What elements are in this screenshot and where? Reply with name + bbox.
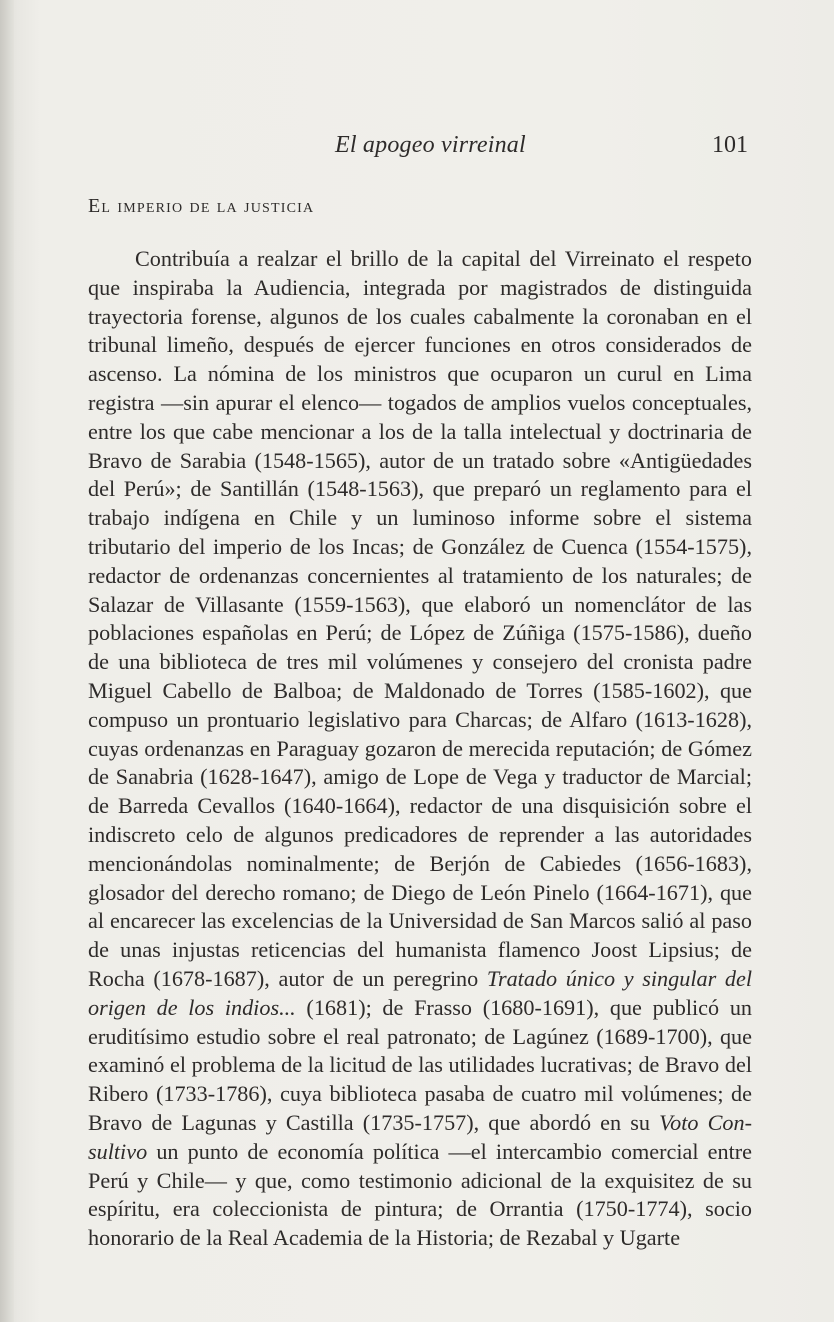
running-head-title: El apogeo virreinal [335,132,526,158]
book-title-tratado: Tratado único y singular del origen de los indios... [88,965,752,1020]
section-title: El imperio de la justicia [88,195,315,217]
paragraph-text-1: Contribuía a realzar el brillo de la capital del Virreinato el respeto que inspiraba la Audiencia, integrada por magistrados de distinguida trayectoria forense, algunos de los cuales cabalmente la coronaban en el tribunal limeño, después de ejercer funciones en otros considerados de ascenso. La nómina de los ministros que ocuparon un curul en Lima registra —sin apurar el elenco— togados de amplios vuelos conceptuales, entre los que cabe mencionar a los de la talla intelectual y doctrinaria de Bravo de Sarabia (1548-1565), autor de un tratado sobre «Antigüedades del Perú»; de Santillán (1548-1563), que preparó un reglamento para el trabajo indígena en Chile y un luminoso informe sobre el sistema tributario del imperio de los Incas; de González de Cuenca (1554-1575), redactor de ordenanzas concernientes al tratamiento de los naturales; de Salazar de Villasante (1559-1563), que elaboró un nomenclátor de las poblaciones españolas en Perú; de López de Zúñiga (1575-1586), dueño de una biblioteca de tres mil volúmenes y consejero del cronista padre Miguel Cabello de Balboa; de Maldonado de Torres (1585-1602), que compuso un prontuario legislativo para Charcas; de Alfaro (1613-1628), cuyas ordenanzas en Paraguay gozaron de merecida reputación; de Gómez de Sanabria (1628-1647), amigo de Lope de Vega y traductor de Marcial; de Barreda Cevallos (1640-1664), redactor de una disquisición sobre el indiscreto celo de algunos predicadores de reprender a las autoridades mencionándolas nominalmente; de Berjón de Cabiedes (1656-1683), glosador del derecho romano; de Diego de León Pinelo (1664-1671), que al encarecer las excelencias de la Universidad de San Marcos salió al paso de unas injustas reticencias del humanista flamenco Joost Lipsius; de Rocha (1678-1687), autor de un peregrino [88,246,752,991]
running-head [88,132,748,166]
body-paragraph [88,245,752,1253]
page-number: 101 [712,132,748,158]
paragraph-text-2: (1681); de Frasso (1680-1691), que publicó un eruditísimo estudio sobre el real patronato; de Lagúnez (1689-1700), que examinó el problema de la licitud de las utilidades lucrativas; de Bravo del Ribero (1733-1786), cuya biblioteca pasaba de cuatro mil volúmenes; de Bravo de Lagunas y Castilla (1735-1757), que abordó en su [88,994,753,1135]
page-edge-shadow [0,0,14,1322]
book-title-voto: Voto Consultivo [88,1109,752,1164]
paragraph-text-3: un punto de economía política —el intercambio comercial entre Perú y Chile— y que, como testimonio adicional de la exquisitez de su espíritu, era coleccionista de pintura; de Orrantia (1750-1774), socio honorario de la Real Academia de la Historia; de Rezabal y Ugarte [88,1138,752,1251]
